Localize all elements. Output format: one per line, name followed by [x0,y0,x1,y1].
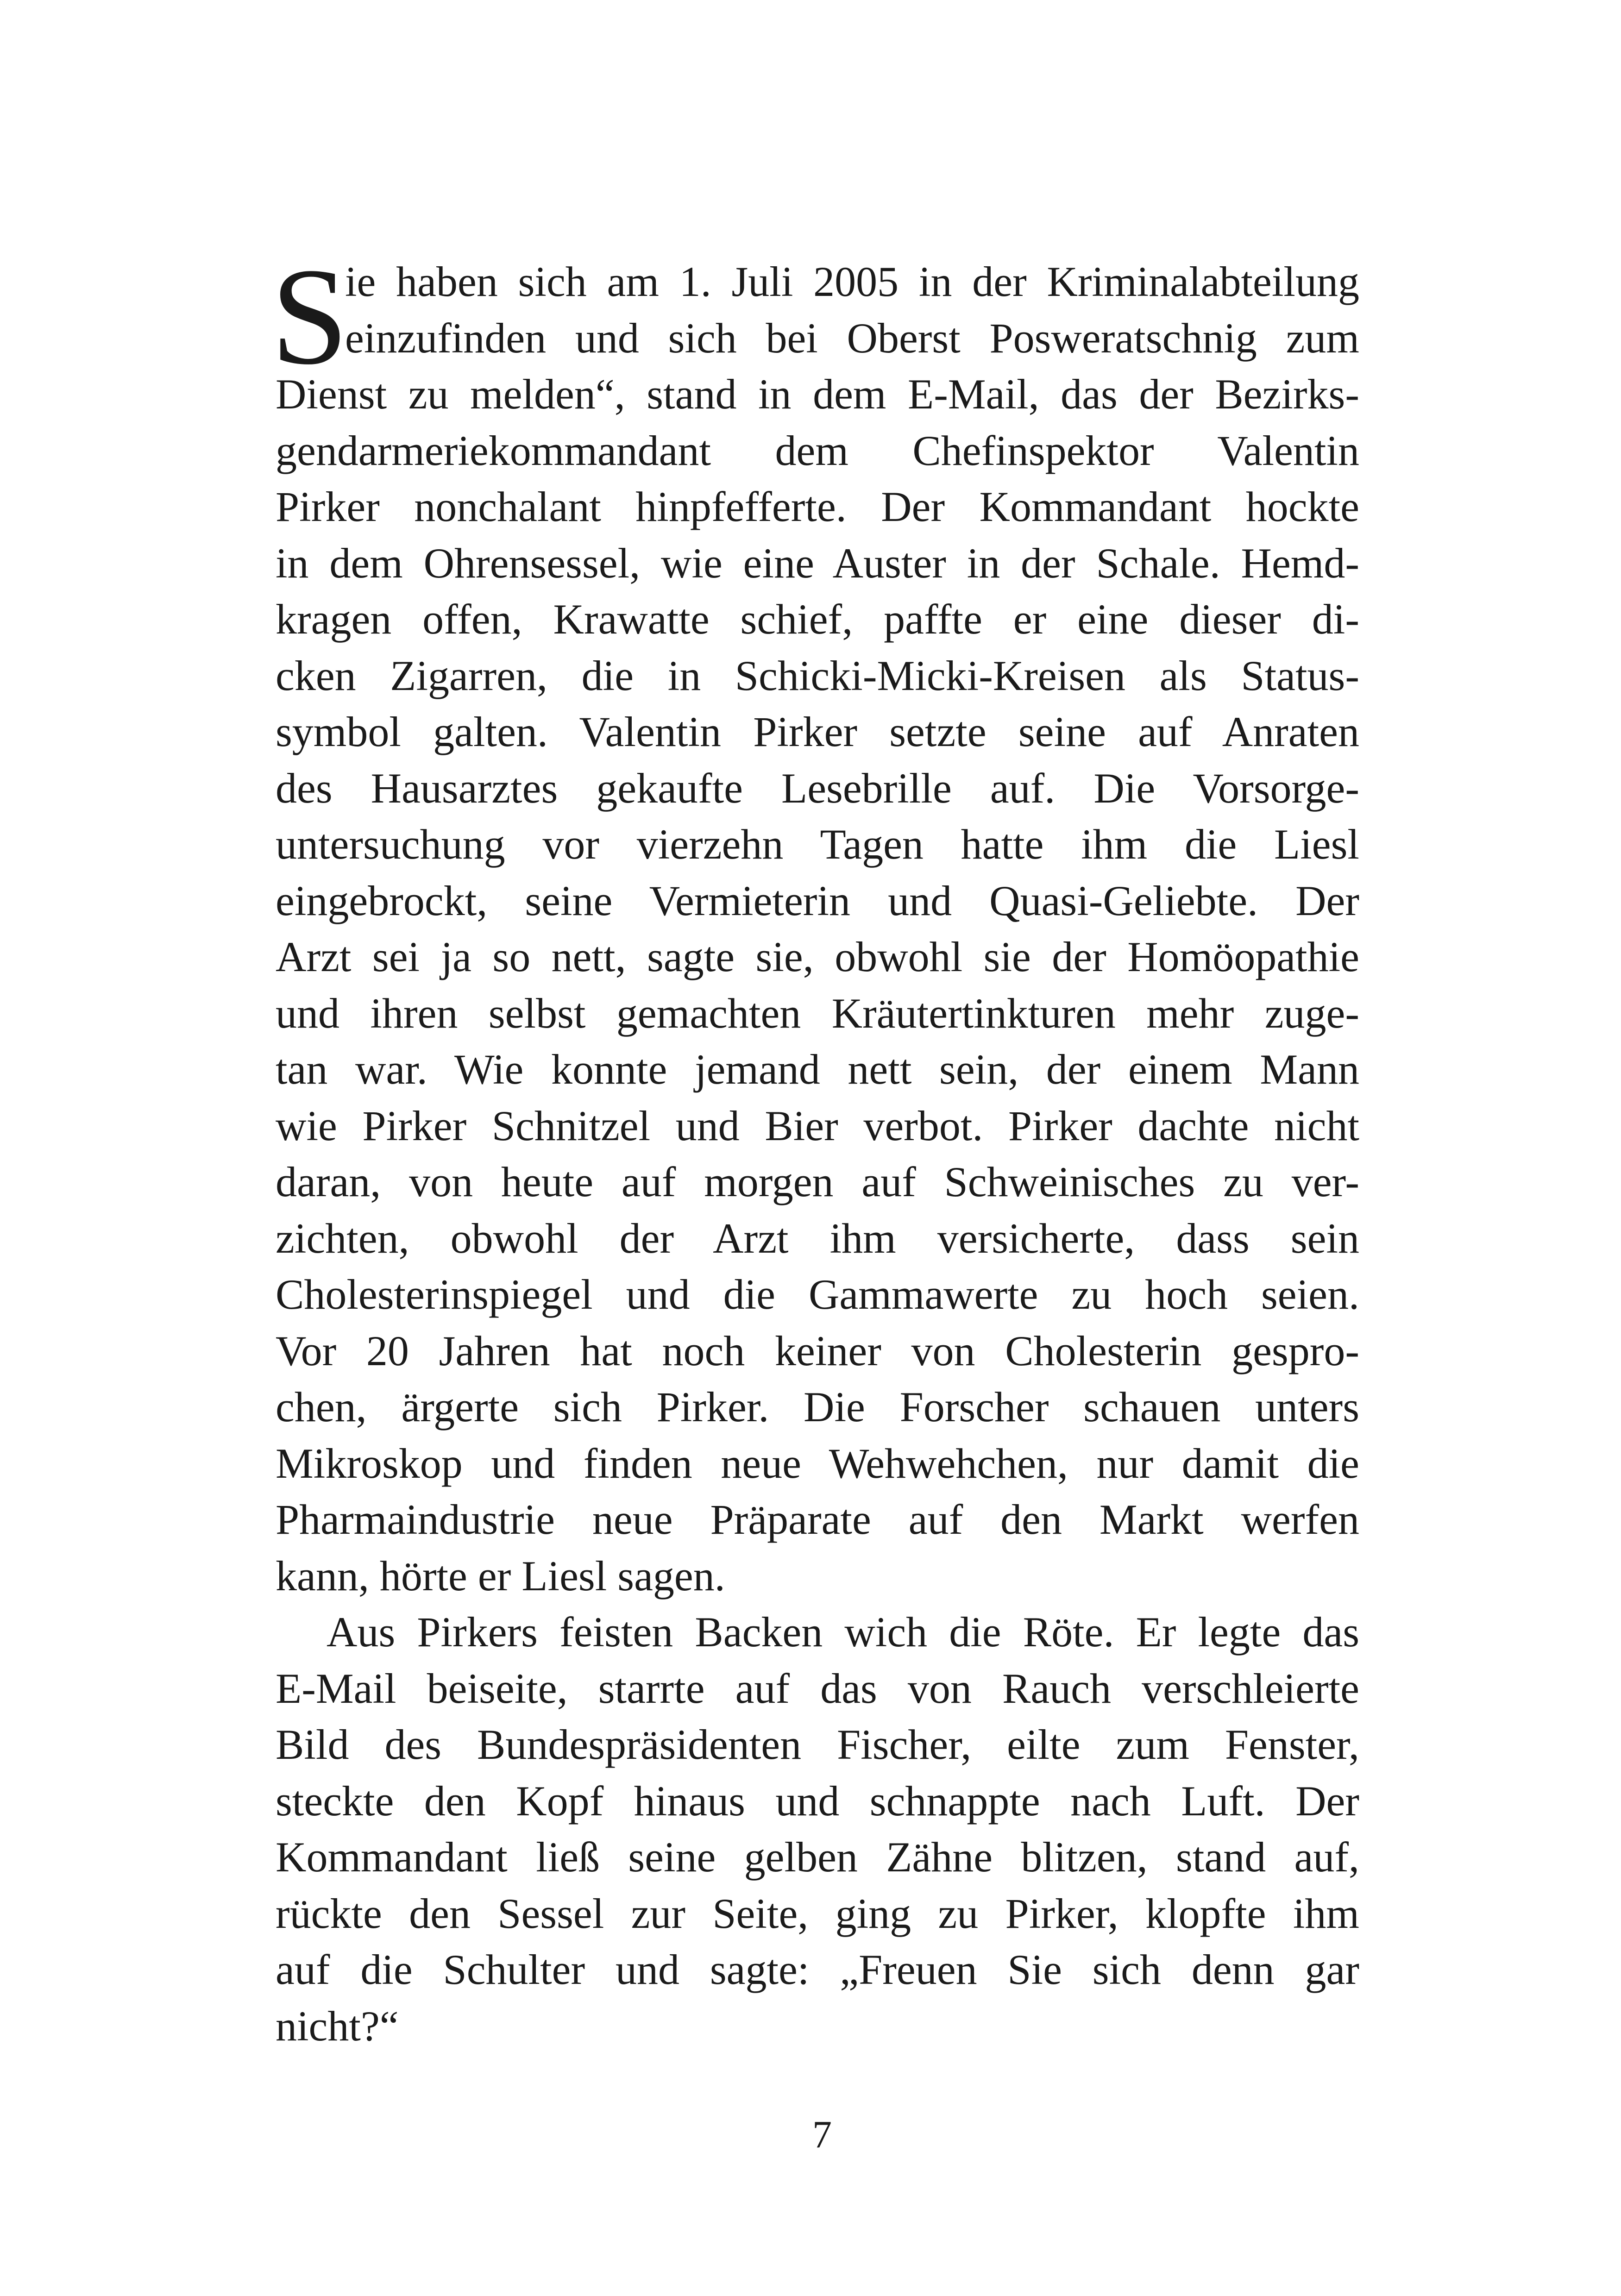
drop-cap: S [271,239,348,393]
text-line: auf die Schulter und sagte: „Freuen Sie sich denn gar [276,1946,1359,1993]
text-line: ie haben sich am 1. Juli 2005 in der Kriminalabteilung [345,258,1359,305]
text-line: chen, ärgerte sich Pirker. Die Forscher schauen unters [276,1383,1359,1430]
text-line: daran, von heute auf morgen auf Schweinisches zu ver- [276,1158,1359,1205]
text-line: in dem Ohrensessel, wie eine Auster in der Schale. Hemd- [276,539,1359,587]
text-line: einzufinden und sich bei Oberst Posweratschnig zum [345,314,1359,362]
text-line: kann, hörte er Liesl sagen. [276,1552,725,1600]
text-line: Cholesterinspiegel und die Gammawerte zu hoch seien. [276,1271,1359,1318]
text-line: Dienst zu melden“, stand in dem E-Mail, das der Bezirks- [276,370,1359,418]
text-line: gendarmeriekommandant dem Chefinspektor Valentin [276,427,1359,474]
text-line: rückte den Sessel zur Seite, ging zu Pirker, klopfte ihm [276,1889,1359,1937]
text-line: Aus Pirkers feisten Backen wich die Röte. Er legte das [327,1608,1359,1656]
text-line: nicht?“ [276,2002,399,2050]
text-line: symbol galten. Valentin Pirker setzte seine auf Anraten [276,708,1359,755]
text-line: zichten, obwohl der Arzt ihm versicherte, dass sein [276,1214,1359,1262]
text-line: Kommandant ließ seine gelben Zähne blitzen, stand auf, [276,1833,1359,1881]
text-line: cken Zigarren, die in Schicki-Micki-Kreisen als Status- [276,652,1359,699]
text-line: des Hausarztes gekaufte Lesebrille auf. Die Vorsorge- [276,764,1359,812]
text-line: Pharmaindustrie neue Präparate auf den Markt werfen [276,1496,1359,1543]
text-line: Mikroskop und finden neue Wehwehchen, nur damit die [276,1439,1359,1487]
text-line: E-Mail beiseite, starrte auf das von Rauch verschleierte [276,1664,1359,1712]
page-number: 7 [812,2113,832,2156]
text-line: wie Pirker Schnitzel und Bier verbot. Pirker dachte nicht [276,1102,1359,1149]
text-line: untersuchung vor vierzehn Tagen hatte ihm die Liesl [276,821,1359,868]
text-line: Vor 20 Jahren hat noch keiner von Cholesterin gespro- [276,1327,1359,1374]
body-text [271,239,1359,2054]
text-line: eingebrockt, seine Vermieterin und Quasi-Geliebte. Der [276,877,1359,924]
text-line: Pirker nonchalant hinpfefferte. Der Kommandant hockte [276,483,1359,530]
text-line: Bild des Bundespräsidenten Fischer, eilte zum Fenster, [276,1721,1359,1768]
text-line: kragen offen, Krawatte schief, paffte er eine dieser di- [276,596,1359,643]
text-line: tan war. Wie konnte jemand nett sein, der einem Mann [276,1046,1359,1093]
text-line: Arzt sei ja so nett, sagte sie, obwohl sie der Homöopathie [276,933,1359,980]
text-line: steckte den Kopf hinaus und schnappte nach Luft. Der [276,1777,1359,1825]
text-line: und ihren selbst gemachten Kräutertinkturen mehr zuge- [276,989,1359,1037]
